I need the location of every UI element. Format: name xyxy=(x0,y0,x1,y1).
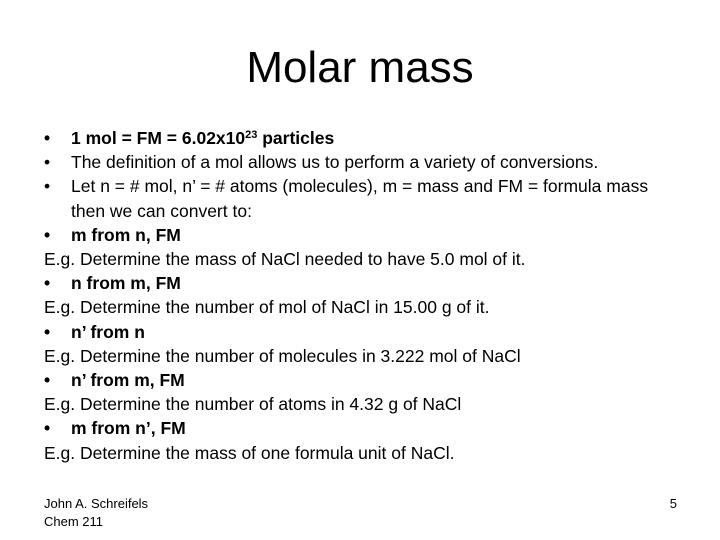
avogadro-exponent: 23 xyxy=(245,129,258,141)
conversion-example: E.g. Determine the number of mol of NaCl in 15.00 g of it. xyxy=(44,297,490,318)
bullet-marker: • xyxy=(44,418,51,439)
bullet-marker: • xyxy=(44,273,51,294)
bullet-marker: • xyxy=(44,128,51,148)
bullet-marker: • xyxy=(44,321,51,342)
conversion-heading xyxy=(44,223,684,247)
conversion-heading xyxy=(44,320,684,344)
page-number: 5 xyxy=(669,496,677,511)
bullet-marker: • xyxy=(44,152,51,173)
bullet-avogadro xyxy=(44,126,684,150)
conversion-heading-text: m from n, FM xyxy=(71,224,181,245)
conversion-heading xyxy=(44,416,684,440)
definition-text: The definition of a mol allows us to perform a variety of conversions. xyxy=(71,152,599,173)
footer-author: John A. Schreifels xyxy=(44,496,149,511)
avogadro-text: 1 mol = FM = 6.02x10 xyxy=(71,128,246,148)
conversion-heading-text: m from n’, FM xyxy=(71,418,186,439)
bullet-definition xyxy=(44,150,684,174)
variables-text: Let n = # mol, n’ = # atoms (molecules), m = mass and FM = formula mass then we can convert to: xyxy=(71,176,649,221)
conversion-example: E.g. Determine the number of molecules in 3.222 mol of NaCl xyxy=(44,345,521,366)
bullet-marker: • xyxy=(44,176,51,197)
conversion-example: E.g. Determine the mass of one formula unit of NaCl. xyxy=(44,442,455,463)
conversion-heading xyxy=(44,271,684,295)
footer-course: Chem 211 xyxy=(44,514,104,529)
slide-title: Molar mass xyxy=(246,43,474,92)
conversion-heading-text: n’ from m, FM xyxy=(71,370,185,391)
bullet-variables xyxy=(44,174,684,222)
conversion-heading-text: n from m, FM xyxy=(71,273,181,294)
conversion-example: E.g. Determine the mass of NaCl needed to have 5.0 mol of it. xyxy=(44,249,526,270)
avogadro-text-end: particles xyxy=(257,128,335,148)
slide-body xyxy=(44,126,684,465)
bullet-marker: • xyxy=(44,224,51,245)
conversion-heading xyxy=(44,368,684,392)
conversion-heading-text: n’ from n xyxy=(71,321,145,342)
conversion-example: E.g. Determine the number of atoms in 4.32 g of NaCl xyxy=(44,394,462,415)
bullet-marker: • xyxy=(44,370,51,391)
footer-credit xyxy=(44,495,148,531)
